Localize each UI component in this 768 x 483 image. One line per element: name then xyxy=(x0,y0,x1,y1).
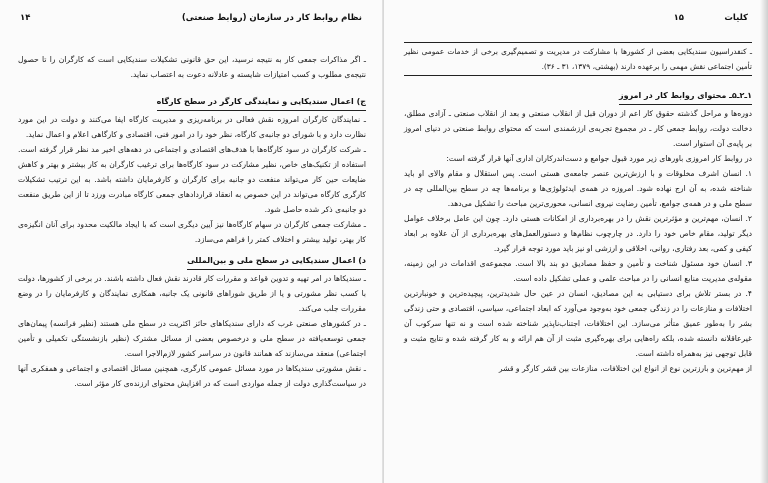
page-number: ۱۴ xyxy=(20,13,31,23)
paragraph: ـ نقش مشورتی سندیکاها در مورد مسائل عمومی کارگری، همچنین مسائل اقتصادی و اجتماعی و همفکری آنها در سیاست‌گذاری دولت از جمله مواردی است که در افزایش محتوای ارزنده‌ی کار مؤثر است. xyxy=(18,364,366,388)
paragraph: از مهم‌ترین و بارزترین نوع از انواع این اختلافات، منازعات بین قشر کارگر و قشر xyxy=(498,364,752,373)
running-title: نظام روابط کار در سازمان (روابط صنعتی) xyxy=(181,13,362,23)
right-page xyxy=(384,0,768,483)
list-item: ۴. در بستر تلاش برای دستیابی به این مصادیق، انسان در عین حال شدیدترین، پیچیده‌ترین و خونبارترین اختلافات و منازعات را در زندگی جمعی خود به‌وجود می‌آورد که ابعاد اجتماعی، سیاسی، اقتصادی و حتی زندگی بشر را به‌طور عمیق متأثر می‌سازد. این اختلافات، اجتناب‌ناپذیر شناخته شده است و نه تنها سرکوب آن غیرعاقلانه دانسته شده، بلکه راه‌هایی برای بهره‌گیری مثبت از آن هم ارائه و به کار گرفته شده و نتایج مثبت و قابل توجهی نیز به‌همراه داشته است. xyxy=(404,289,752,358)
paragraph: ـ شرکت کارگران در سود کارگاه‌ها با هدف‌های اقتصادی و اجتماعی در دهه‌های اخیر مد نظر قرار گرفته است. استفاده از تکنیک‌های خاص، نظیر مشارکت در سود کارگاه‌ها برای ترغیب کارگران به کار بیشتر و بهتر و کاهش ضایعات حین کار می‌تواند منفعت دو جانبه برای کارگران و کارفرمایان داشته باشد. به این ترتیب تشکیلات کارگری کارگاه می‌تواند در این خصوص به انعقاد قراردادهای جمعی کارگاه مبادرت ورزد تا از این طریق منفعت دو جانبه‌ی ذکر شده حاصل شود. xyxy=(18,145,366,214)
right-page-body xyxy=(404,42,752,376)
paragraph: ـ اگر مذاکرات جمعی کار به نتیجه نرسید، این حق قانونی تشکیلات سندیکایی است که کارگران را تا حصول نتیجه‌ی مطلوب و کسب امتیازات شایسته و عادلانه دعوت به اعتصاب نماید. xyxy=(18,55,366,79)
right-page-header xyxy=(404,13,748,27)
page-edge-shadow xyxy=(760,0,768,483)
section-heading: ۱ـ۲ـ۵ـ محتوای روابط کار در امروز xyxy=(619,88,752,105)
list-item: ۱. انسان اشرف مخلوقات و با ارزش‌ترین عنصر جامعه‌ی هستی است. پس استقلال و مقام والای او باید شناخته شده، به آن ارج نهاده شود. امروزه در همه‌ی ایدئولوژی‌ها و برنامه‌ها چه در سطح بین‌المللی چه در سطح ملی و در همه‌ی جوامع، تأمین رضایت نیروی انسانی، محوری‌ترین مباحث را تشکیل می‌دهد. xyxy=(404,169,752,208)
page-number: ۱۵ xyxy=(673,13,684,23)
left-page xyxy=(0,0,383,483)
intro-paragraph: ـ کنفدراسیون سندیکایی بعضی از کشورها با مشارکت در مدیریت و تصمیم‌گیری برخی از خدمات عمومی نظیر تأمین اجتماعی نقش مهمی را برعهده دارند (بهشتی، ۱۳۷۹، ۳۱ ـ ۳۶). xyxy=(404,42,752,76)
left-page-body xyxy=(18,52,366,391)
list-item: ۲. انسان، مهم‌ترین و مؤثرترین نقش را در بهره‌برداری از امکانات هستی دارد. چون این عامل برخلاف عوامل دیگر تولید، مقام خاص خود را دارد. در چارچوب نظام‌ها و دستورالعمل‌های بهره‌برداری از آن علاوه بر ابعاد کیفی و کمی، بعد رفتاری، روانی، اخلاقی و ارزشی او نیز باید مورد توجه قرار گیرد. xyxy=(404,214,752,253)
paragraph: در روابط کار امروزی باورهای زیر مورد قبول جوامع و دست‌اندرکاران اداری آنها قرار گرفته است: xyxy=(446,154,752,163)
paragraph: ـ سندیکاها در امر تهیه و تدوین قواعد و مقررات کار قادرند نقش فعال داشته باشند. در برخی از کشورها، دولت با کسب نظر مشورتی و یا از طریق شوراهای قانونی یک جانبه، همکاری نمایندگان و کارفرمایان را در وضع مقررات جلب می‌کند. xyxy=(18,274,366,313)
paragraph: ـ مشارکت جمعی کارگران در سهام کارگاه‌ها نیز آیین دیگری است که با ایجاد مالکیت محدود برای آنان انگیزه‌ی کار بهتر، تولید بیشتر و اختلاف کمتر را فراهم می‌سازد. xyxy=(18,220,366,244)
list-item: ۳. انسان خود مسئول شناخت و تأمین و حفظ مصادیق دو بند بالا است. مجموعه‌ی اقدامات در این زمینه، مقوله‌ی مدیریت منابع انسانی را در مباحث علمی و عملی تشکیل داده است. xyxy=(404,259,752,283)
paragraph: دوره‌ها و مراحل گذشته حقوق کار اعم از دوران قبل از انقلاب صنعتی و بعد از انقلاب صنعتی ـ آزادی مطلق، دخالت دولت، روابط جمعی کار ـ در مجموع تجربه‌ی ارزشمندی است که محتوای روابط صنعتی در دنیای امروز بر پایه‌ی آن استوار است. xyxy=(404,109,752,148)
paragraph: ـ نمایندگان کارگران امروزه نقش فعالی در برنامه‌ریزی و مدیریت کارگاه ایفا می‌کنند و دولت در این مورد نظارت دارد و با شورای دو جانبه‌ی کارگاه، نظر خود را در امور فنی، اقتصادی و کارگاهی اعلام و اعمال نماید. xyxy=(18,115,366,139)
left-page-header xyxy=(20,13,362,27)
section-heading-d: د) اعمال سندیکایی در سطح ملی و بین‌المللی xyxy=(187,253,366,270)
running-title: کلیات xyxy=(724,13,748,23)
section-heading-c: ج) اعمال سندیکایی و نمایندگی کارگر در سطح کارگاه xyxy=(157,94,366,111)
paragraph: ـ در کشورهای صنعتی غرب که دارای سندیکاهای حائز اکثریت در سطح ملی هستند (نظیر فرانسه) پیمان‌های جمعی توسعه‌یافته در سطح ملی و درخصوص بعضی از مسائل مشترک (نظیر بازنشستگی تکمیلی و تأمین اجتماعی) منعقد می‌سازند که همانند قانون در سراسر کشور لازم‌الاجرا است. xyxy=(18,319,366,358)
